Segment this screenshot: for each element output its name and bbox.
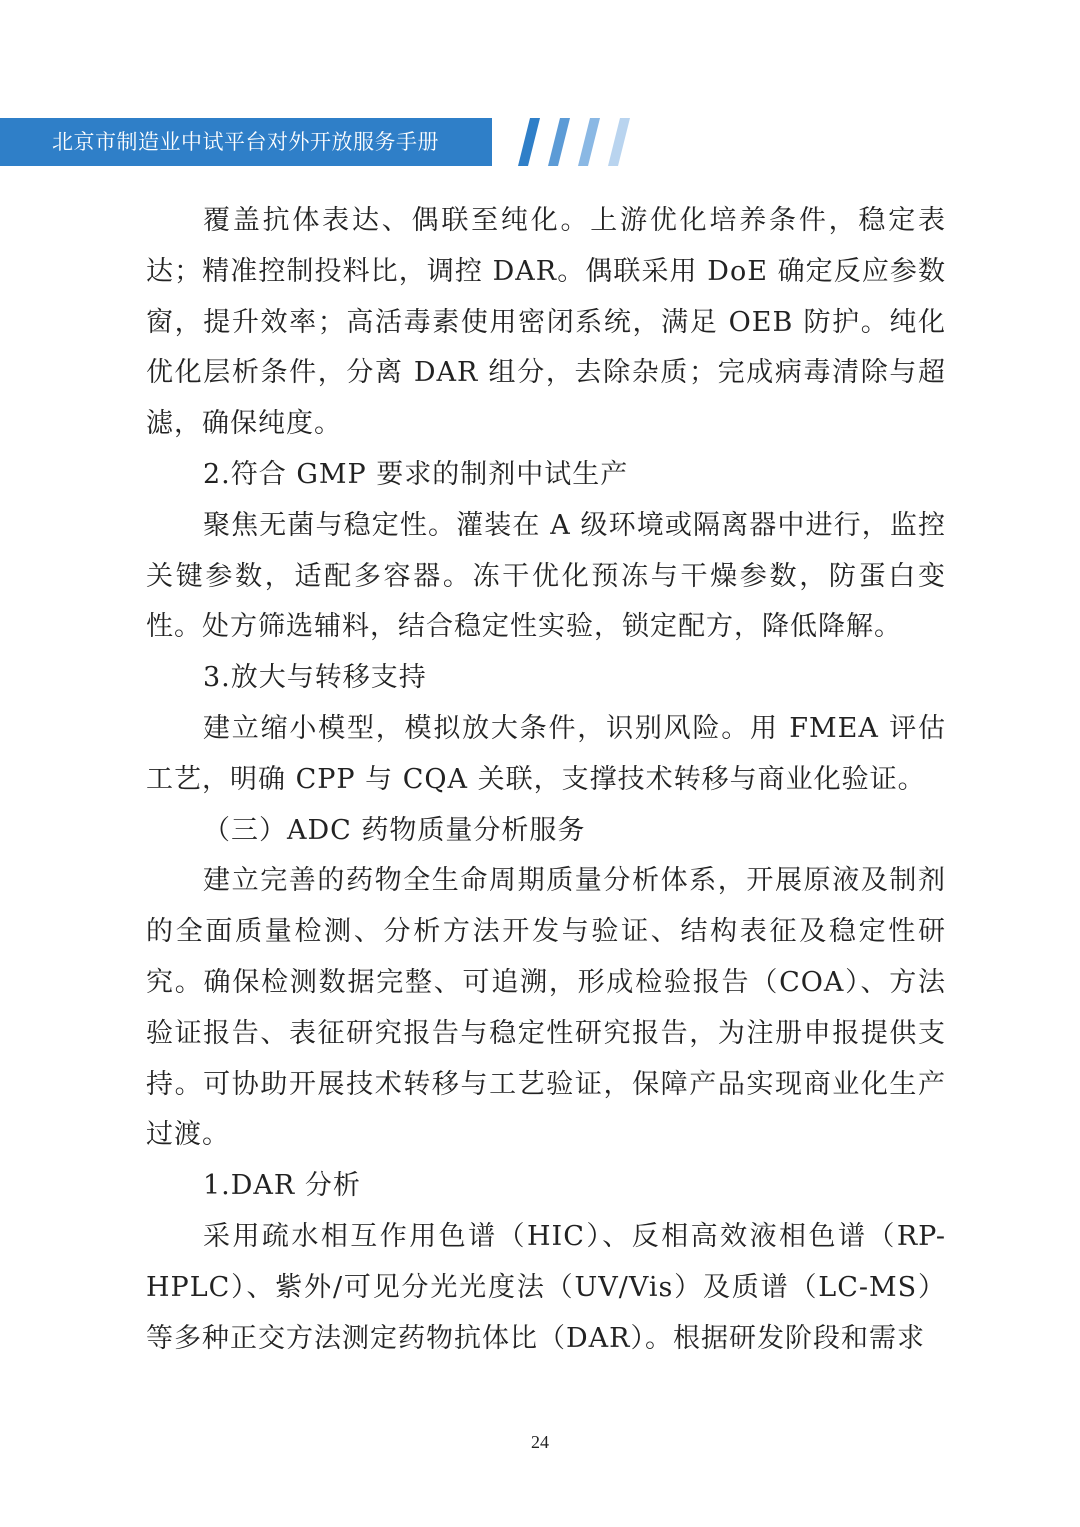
paragraph: 1.DAR 分析 [203, 1170, 361, 1202]
header-title: 北京市制造业中试平台对外开放服务手册 [52, 130, 439, 154]
stripe-4 [608, 118, 630, 166]
paragraph: 采用疏水相互作用色谱（HIC）、反相高效液相色谱（RP-HPLC）、紫外/可见分光光度法（UV/Vis）及质谱（LC-MS）等多种正交方法测定药物抗体比（DAR）。根据研发阶段和需求 [146, 1220, 946, 1354]
paragraph: 2.符合 GMP 要求的制剂中试生产 [203, 458, 629, 490]
paragraph: 覆盖抗体表达、偶联至纯化。上游优化培养条件，稳定表达；精准控制投料比，调控 DAR。偶联采用 DoE 确定反应参数窗，提升效率；高活毒素使用密闭系统，满足 OEB 防护。纯化优化层析条件，分离 DAR 组分，去除杂质；完成病毒清除与超滤，确保纯度。 [146, 205, 946, 440]
header-stripes-decoration [490, 118, 650, 166]
stripe-3 [578, 118, 600, 166]
stripe-1 [518, 118, 540, 166]
body-text [146, 196, 946, 1364]
paragraph: 建立缩小模型，模拟放大条件，识别风险。用 FMEA 评估工艺，明确 CPP 与 CQA 关联，支撑技术转移与商业化验证。 [146, 712, 946, 795]
paragraph: 建立完善的药物全生命周期质量分析体系，开展原液及制剂的全面质量检测、分析方法开发与验证、结构表征及稳定性研究。确保检测数据完整、可追溯，形成检验报告（COA）、方法验证报告、表征研究报告与稳定性研究报告，为注册申报提供支持。可协助开展技术转移与工艺验证，保障产品实现商业化生产过渡。 [146, 865, 946, 1151]
page-number: 24 [531, 1432, 549, 1452]
header-band [0, 118, 492, 166]
paragraph: （三）ADC 药物质量分析服务 [203, 814, 586, 846]
paragraph: 3.放大与转移支持 [203, 662, 427, 694]
stripe-2 [548, 118, 570, 166]
paragraph: 聚焦无菌与稳定性。灌装在 A 级环境或隔离器中进行，监控关键参数，适配多容器。冻干优化预冻与干燥参数，防蛋白变性。处方筛选辅料，结合稳定性实验，锁定配方，降低降解。 [146, 509, 946, 643]
